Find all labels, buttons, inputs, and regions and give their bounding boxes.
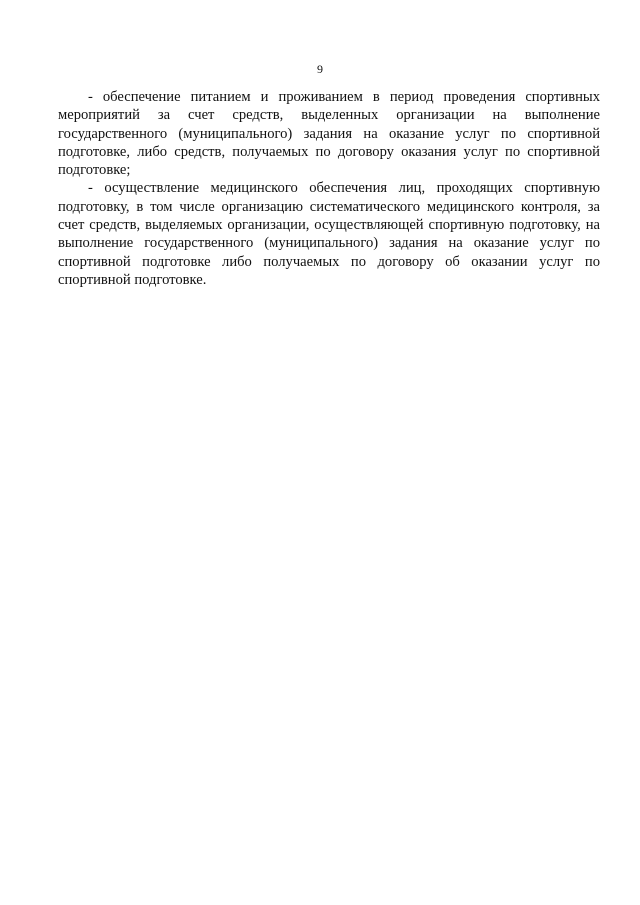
- paragraph-catering-accommodation: - обеспечение питанием и проживанием в период проведения спортивных мероприятий за счет средств, выделенных организации на выполнение государственного (муниципального) задания на оказание услуг по спортивной подготовке, либо средств, получаемых по договору оказания услуг по спортивной подготовке;: [58, 89, 600, 179]
- paragraph-medical-support: - осуществление медицинского обеспечения лиц, проходящих спортивную подготовку, в том числе организацию систематического медицинского контроля, за счет средств, выделяемых организации, осуществляющей спортивную подготовку, на выполнение государственного (муниципального) задания на оказание услуг по спортивной подготовке либо получаемых по договору об оказании услуг по спортивной подготовке.: [58, 180, 600, 288]
- page-number: 9: [317, 62, 323, 76]
- document-body: [58, 88, 600, 289]
